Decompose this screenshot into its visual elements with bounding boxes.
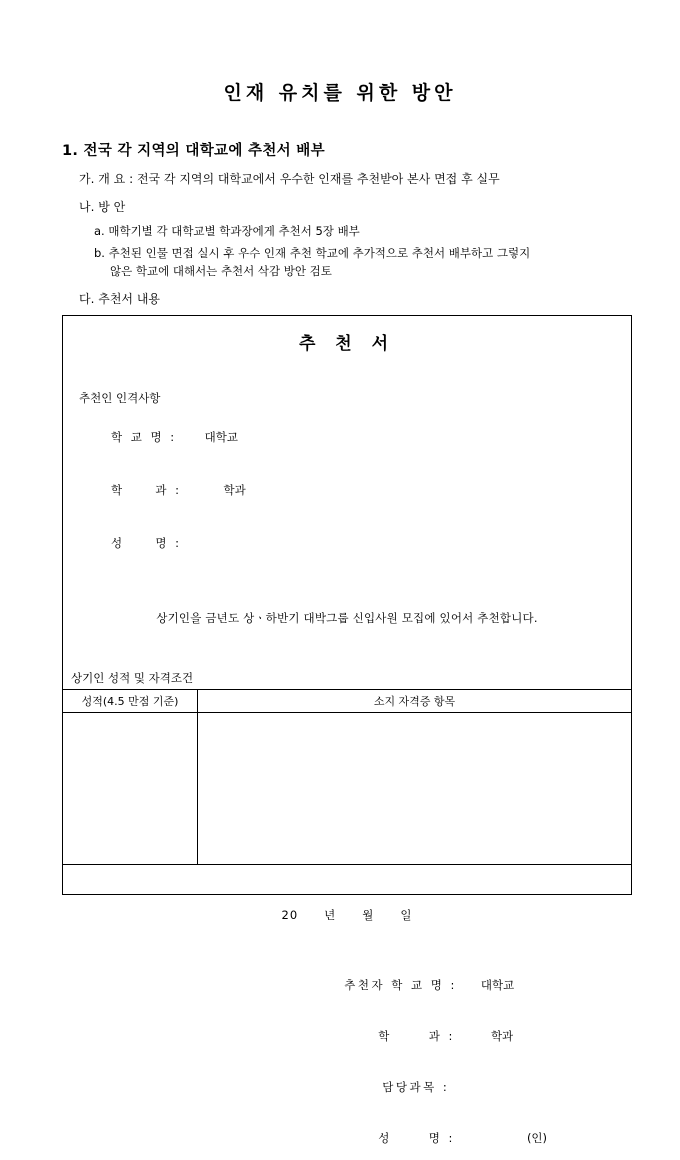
qualification-table xyxy=(63,689,631,865)
table-header-row xyxy=(63,689,631,712)
day-label: 일 xyxy=(400,907,413,922)
list-item xyxy=(62,199,632,216)
sub-item-marker: a. xyxy=(94,223,105,238)
item-marker: 나. xyxy=(79,200,95,215)
field-school-name xyxy=(63,415,631,459)
list-item xyxy=(62,290,632,307)
item-marker: 다. xyxy=(79,291,95,306)
item-marker: 가. xyxy=(79,172,95,186)
signer-block xyxy=(63,963,631,1160)
field-label: 학 교 명 : xyxy=(110,429,177,444)
list-item xyxy=(62,171,632,188)
table-header-cell: 소지 자격증 항목 xyxy=(198,689,632,712)
person-section-label: 추천인 인격사항 xyxy=(79,390,161,405)
field-department xyxy=(63,468,631,512)
table-row xyxy=(63,712,631,864)
seal-mark: (인) xyxy=(526,1130,548,1145)
signer-row-subject xyxy=(315,1065,631,1109)
sub-item-text: 매학기별 각 대학교별 학과장에게 추천서 5장 배부 xyxy=(108,223,360,238)
field-label: 학 과 : xyxy=(110,482,182,497)
item-label: 개 요 : xyxy=(98,172,134,186)
list-item xyxy=(62,223,632,240)
item-label: 방 안 xyxy=(98,200,126,215)
table-header-cell: 성적(4.5 만점 기준) xyxy=(63,689,198,712)
document-page xyxy=(0,78,680,1145)
field-label: 성 명 : xyxy=(110,535,182,550)
signer-label: 추천자 학 교 명 : xyxy=(344,977,457,992)
signer-value: 학과 xyxy=(490,1028,514,1043)
signer-value: 대학교 xyxy=(480,977,515,992)
year-label: 년 xyxy=(324,907,337,922)
table-cell-grade[interactable] xyxy=(63,712,198,864)
signer-row-name xyxy=(315,1116,631,1160)
signer-label: 성 명 : xyxy=(378,1130,455,1145)
form-title: 추 천 서 xyxy=(298,333,396,354)
year-prefix: 20 xyxy=(281,907,299,922)
item-text: 추천서 내용 xyxy=(98,291,161,306)
sub-item-text-continuation: 않은 학교에 대해서는 추천서 삭감 방안 검토 xyxy=(110,263,332,278)
condition-label: 상기인 성적 및 자격조건 xyxy=(71,670,194,685)
sub-item-text: 추천된 인물 면접 실시 후 우수 인재 추천 학교에 추가적으로 추천서 배부하고 그렇지 xyxy=(108,246,531,261)
field-value: 대학교 xyxy=(204,429,238,444)
field-value: 학과 xyxy=(223,482,246,497)
signer-row-school xyxy=(315,963,631,1007)
signer-row-department xyxy=(315,1014,631,1058)
recommendation-statement: 상기인을 금년도 상ㆍ하반기 대박그룹 신입사원 모집에 있어서 추천합니다. xyxy=(156,610,538,625)
recommendation-form xyxy=(62,315,632,1145)
month-label: 월 xyxy=(362,907,375,922)
section-1 xyxy=(0,139,680,307)
sub-item-marker: b. xyxy=(94,246,105,261)
date-line xyxy=(63,907,631,923)
section-heading: 1. 전국 각 지역의 대학교에 추천서 배부 xyxy=(62,143,325,159)
signer-label: 학 과 : xyxy=(378,1028,455,1043)
table-cell-certificates[interactable] xyxy=(198,712,632,864)
signer-label: 담당과목 : xyxy=(382,1079,450,1094)
item-text: 전국 각 지역의 대학교에서 우수한 인재를 추천받아 본사 면접 후 실무 xyxy=(136,172,500,186)
field-name xyxy=(63,521,631,565)
page-title: 인재 유치를 위한 방안 xyxy=(223,82,457,104)
list-item xyxy=(62,245,632,281)
